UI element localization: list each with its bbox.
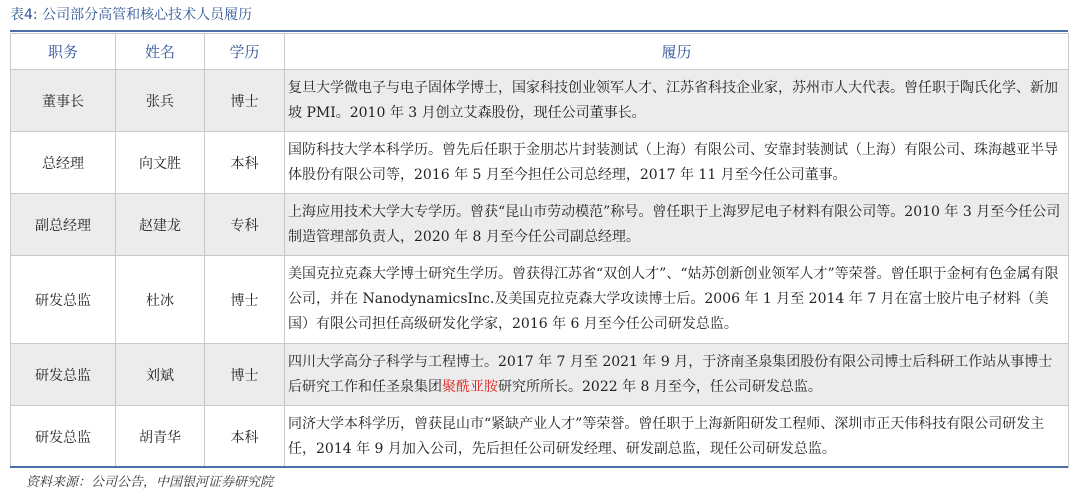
bio-text: 四川大学高分子科学与工程博士。2017 年 7 月至 2021 年 9 月，于济南圣泉集团股份有限公司博士后科研工作站从事博士后研究工作和任圣泉集团	[288, 353, 1053, 395]
cell-bio: 国防科技大学本科学历。曾先后任职于金朋芯片封装测试（上海）有限公司、安靠封装测试（上海）有限公司、珠海越亚半导体股份有限公司等，2016 年 5 月至今担任公司总经理，2017 年 11 月至今任公司董事。	[285, 132, 1069, 194]
cell-degree: 博士	[205, 344, 285, 406]
cell-title: 研发总监	[11, 344, 116, 406]
cell-name: 刘斌	[116, 344, 205, 406]
header-name: 姓名	[116, 34, 205, 70]
header-degree: 学历	[205, 34, 285, 70]
cell-degree: 本科	[205, 132, 285, 194]
top-rule	[10, 30, 1068, 32]
cell-bio	[285, 344, 1069, 406]
cell-name: 张兵	[116, 70, 205, 132]
table-caption: 表4: 公司部分高管和核心技术人员履历	[10, 7, 253, 23]
cell-title: 研发总监	[11, 256, 116, 344]
table-row	[11, 70, 1069, 132]
cell-title: 总经理	[11, 132, 116, 194]
table-row	[11, 132, 1069, 194]
header-row	[11, 34, 1069, 70]
cell-bio: 复旦大学微电子与电子固体学博士，国家科技创业领军人才、江苏省科技企业家，苏州市人大代表。曾任职于陶氏化学、新加坡 PMI。2010 年 3 月创立艾森股份，现任公司董事长。	[285, 70, 1069, 132]
cell-degree: 专科	[205, 194, 285, 256]
cell-title: 董事长	[11, 70, 116, 132]
header-title: 职务	[11, 34, 116, 70]
cell-bio: 上海应用技术大学大专学历。曾获“昆山市劳动模范”称号。曾任职于上海罗尼电子材料有限公司等。2010 年 3 月至今任公司制造管理部负责人，2020 年 8 月至今任公司副总经理。	[285, 194, 1069, 256]
table-row	[11, 256, 1069, 344]
cell-degree: 本科	[205, 406, 285, 468]
cell-degree: 博士	[205, 70, 285, 132]
header-bio: 履历	[285, 34, 1069, 70]
source-note: 资料来源：公司公告，中国银河证券研究院	[26, 475, 274, 490]
cell-name: 胡青华	[116, 406, 205, 468]
cell-bio: 同济大学本科学历，曾获昆山市“紧缺产业人才”等荣誉。曾任职于上海新阳研发工程师、深圳市正天伟科技有限公司研发主任，2014 年 9 月加入公司，先后担任公司研发经理、研发副总监，现任公司研发总监。	[285, 406, 1069, 468]
highlighted-term: 聚酰亚胺	[442, 378, 498, 395]
table-row	[11, 194, 1069, 256]
cell-title: 副总经理	[11, 194, 116, 256]
cell-title: 研发总监	[11, 406, 116, 468]
resume-table	[10, 33, 1069, 468]
cell-bio: 美国克拉克森大学博士研究生学历。曾获得江苏省“双创人才”、“姑苏创新创业领军人才”等荣誉。曾任职于金柯有色金属有限公司，并在 NanodynamicsInc.及美国克拉克森大学攻读博士后。2006 年 1 月至 2014 年 7 月在富士胶片电子材料（美国）有限公司担任高级研发化学家，2016 年 6 月至今任公司研发总监。	[285, 256, 1069, 344]
bottom-rule	[10, 466, 1068, 468]
table-row	[11, 344, 1069, 406]
cell-degree: 博士	[205, 256, 285, 344]
cell-name: 向文胜	[116, 132, 205, 194]
cell-name: 杜冰	[116, 256, 205, 344]
cell-name: 赵建龙	[116, 194, 205, 256]
table-row	[11, 406, 1069, 468]
bio-text: 研究所所长。2022 年 8 月至今，任公司研发总监。	[498, 378, 822, 395]
